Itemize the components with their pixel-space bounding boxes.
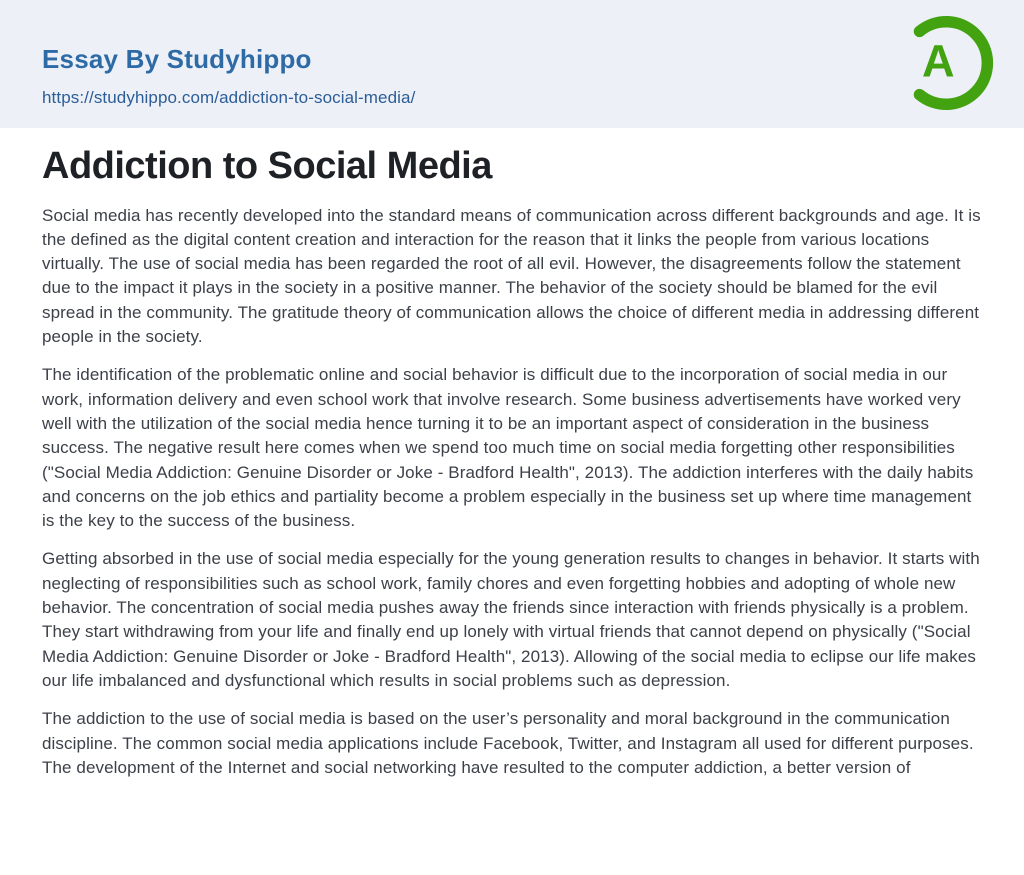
essay-paragraph-4: The addiction to the use of social media is based on the user’s personality and moral background in the communication discipline. The common social media applications include Facebook, Twitter, and Instagram all used for different purposes. The development of the Internet and social networking have resulted to the computer addiction, a better version of [42,709,974,777]
essay-content [0,144,1024,780]
essay-title: Addiction to Social Media [42,145,492,187]
essay-paragraph-1: Social media has recently developed into the standard means of communication across different backgrounds and age. It is the defined as the digital content creation and interaction for the reason that it links the people from various locations virtually. The use of social media has been regarded the root of all evil. However, the disagreements follow the statement due to the impact it plays in the society in a positive manner. The behavior of the society should be blamed for the evil spread in the community. The gratitude theory of communication allows the choice of different media in addressing different people in the society. [42,205,981,347]
page-source-title: Essay By Studyhippo [42,44,312,74]
source-url-link[interactable]: https://studyhippo.com/addiction-to-social-media/ [42,88,416,107]
essay-paragraph-3: Getting absorbed in the use of social media especially for the young generation results to changes in behavior. It starts with neglecting of responsibilities such as school work, family chores and even forgetting hobbies and adopting of whole new behavior. The concentration of social media pushes away the friends since interaction with friends physically is a problem. They start withdrawing from your life and finally end up lonely with virtual friends that cannot depend on physically ("Social Media Addiction: Genuine Disorder or Joke - Bradford Health", 2013). Allowing of the social media to eclipse our life makes our life imbalanced and dysfunctional which results in social problems such as depression. [42,549,980,690]
logo-letter: A [922,35,955,87]
studyhippo-logo-icon [898,15,994,111]
essay-paragraph-2: The identification of the problematic online and social behavior is difficult due to the incorporation of social media in our work, information delivery and even school work that involve research. Some business advertisements have worked very well with the utilization of the social media hence turning it to be an important aspect of consideration in the business success. The negative result here comes when we spend too much time on social media forgetting other responsibilities ("Social Media Addiction: Genuine Disorder or Joke - Bradford Health", 2013). The addiction interferes with the daily habits and concerns on the job ethics and partiality become a problem especially in the business set up where time management is the key to the success of the business. [42,365,974,531]
header [0,0,1024,128]
